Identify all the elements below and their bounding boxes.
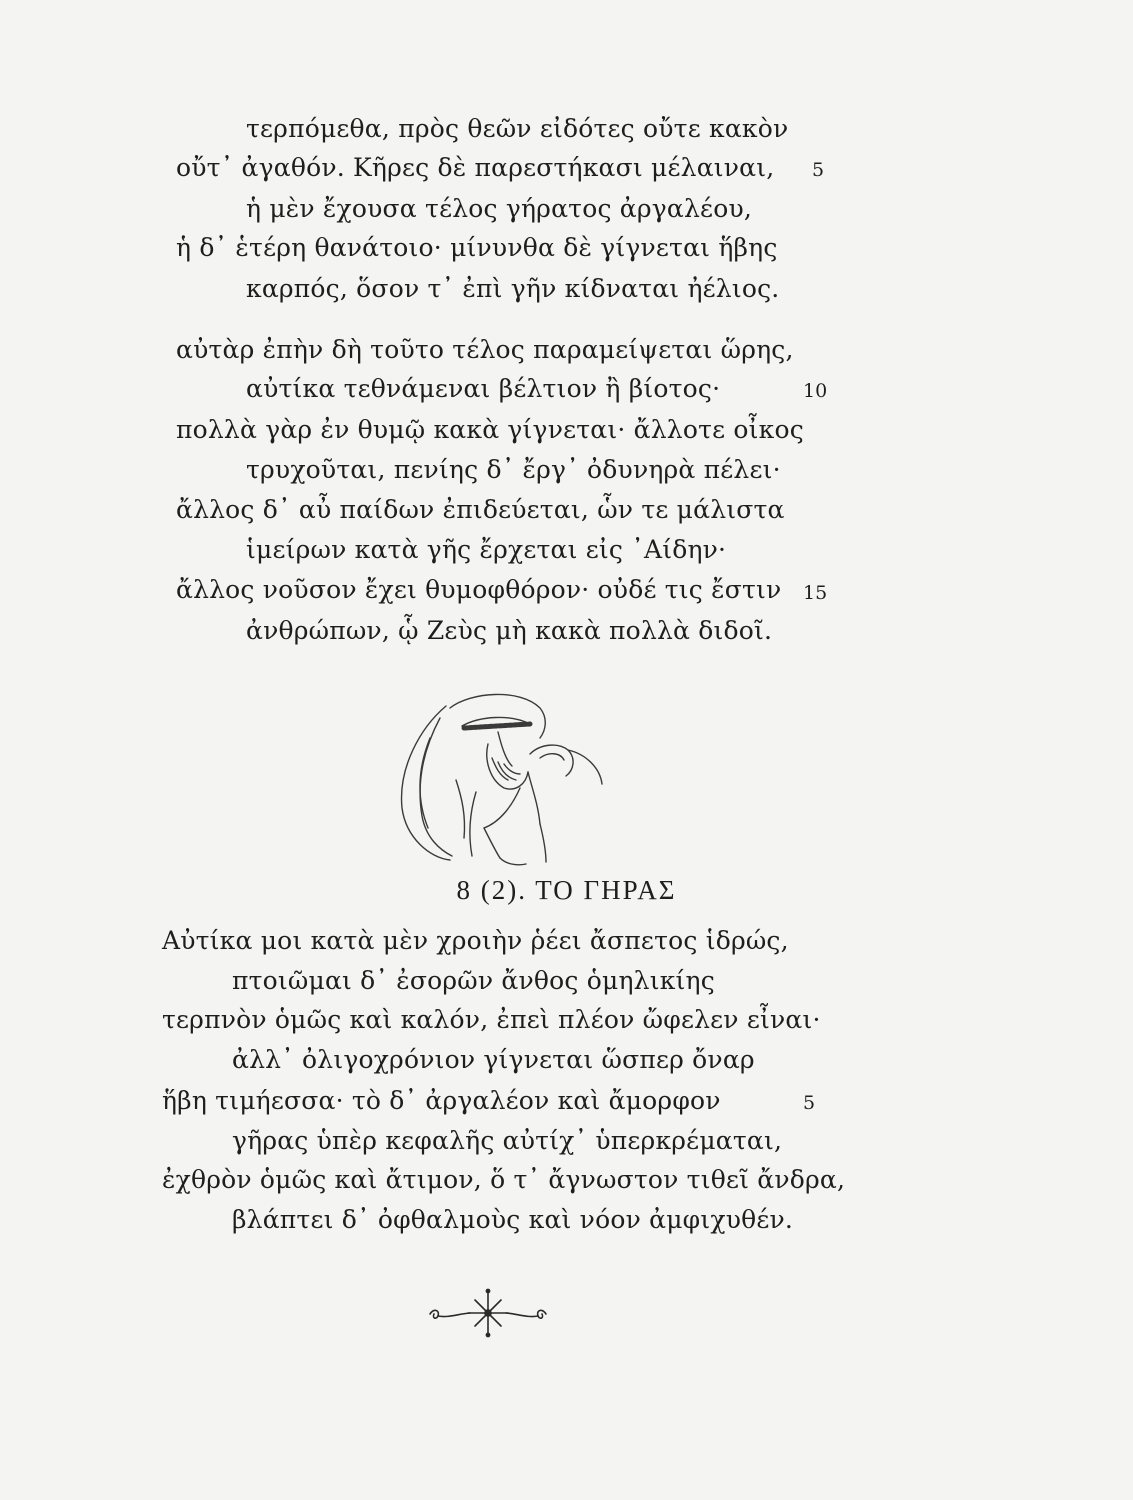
poem2-line-6: γῆρας ὑπὲρ κεφαλῆς αὐτίχ᾽ ὑπερκρέμαται, (232, 1126, 783, 1155)
poem-title: 8 (2). ΤΟ ΓΗΡΑΣ (456, 875, 677, 905)
poem2-line-7: ἐχθρὸν ὁμῶς καὶ ἄτιμον, ὅ τ᾽ ἄγνωστον τιθεῖ ἄνδρα, (162, 1165, 846, 1194)
poem1-line-9: τρυχοῦται, πενίης δ᾽ ἔργ᾽ ὀδυνηρὰ πέλει· (246, 455, 781, 484)
line-number-15: 15 (803, 582, 828, 604)
poem1-line-1: τερπόμεθα, πρὸς θεῶν εἰδότες οὔτε κακὸν (246, 114, 789, 143)
poem1-line-3: ἡ μὲν ἔχουσα τέλος γήρατος ἀργαλέου, (246, 194, 752, 223)
line-number-10: 10 (803, 380, 828, 402)
poem1-line-5: καρπός, ὅσον τ᾽ ἐπὶ γῆν κίδναται ἠέλιος. (246, 274, 780, 303)
poem1-line-7: αὐτίκα τεθνάμεναι βέλτιον ἢ βίοτος· (246, 374, 721, 403)
poem2-line-4: ἀλλ᾽ ὀλιγοχρόνιον γίγνεται ὥσπερ ὄναρ (232, 1045, 755, 1074)
old-man-drawing-icon (380, 688, 610, 868)
poem1-line-4: ἡ δ᾽ ἑτέρη θανάτοιο· μίνυνθα δὲ γίγνεται ἥβης (176, 233, 778, 262)
line-number-5: 5 (812, 159, 825, 181)
poem1-line-2: οὔτ᾽ ἀγαθόν. Κῆρες δὲ παρεστήκασι μέλαιναι, (176, 153, 775, 182)
poem1-line-12: ἄλλος νοῦσον ἔχει θυμοφθόρον· οὐδέ τις ἔστιν (176, 575, 782, 604)
poem2-line-1: Αὐτίκα μοι κατὰ μὲν χροιὴν ῥέει ἄσπετος ἱδρώς, (162, 926, 789, 955)
poem2-line-5: ἥβη τιμήεσσα· τὸ δ᾽ ἀργαλέον καὶ ἄμορφον (162, 1086, 721, 1115)
poem2-line-2: πτοιῶμαι δ᾽ ἐσορῶν ἄνθος ὁμηλικίης (232, 966, 715, 995)
poem1-line-6: αὐτὰρ ἐπὴν δὴ τοῦτο τέλος παραμείψεται ὥρης, (176, 335, 794, 364)
line-number-5-second: 5 (803, 1092, 816, 1114)
poem2-line-3: τερπνὸν ὁμῶς καὶ καλόν, ἐπεὶ πλέον ὤφελεν εἶναι· (162, 1005, 821, 1034)
poem1-line-13: ἀνθρώπων, ᾧ Ζεὺς μὴ κακὰ πολλὰ διδοῖ. (246, 616, 773, 645)
poem1-line-8: πολλὰ γὰρ ἐν θυμῷ κακὰ γίγνεται· ἄλλοτε οἶκος (176, 415, 804, 444)
poem2-line-8: βλάπτει δ᾽ ὀφθαλμοὺς καὶ νόον ἀμφιχυθέν. (232, 1205, 794, 1234)
poem1-line-10: ἄλλος δ᾽ αὖ παίδων ἐπιδεύεται, ὧν τε μάλιστα (176, 495, 785, 524)
star-flourish-ornament-icon (428, 1288, 548, 1338)
poem1-line-11: ἱμείρων κατὰ γῆς ἔρχεται εἰς ᾿Αίδην· (246, 535, 727, 564)
